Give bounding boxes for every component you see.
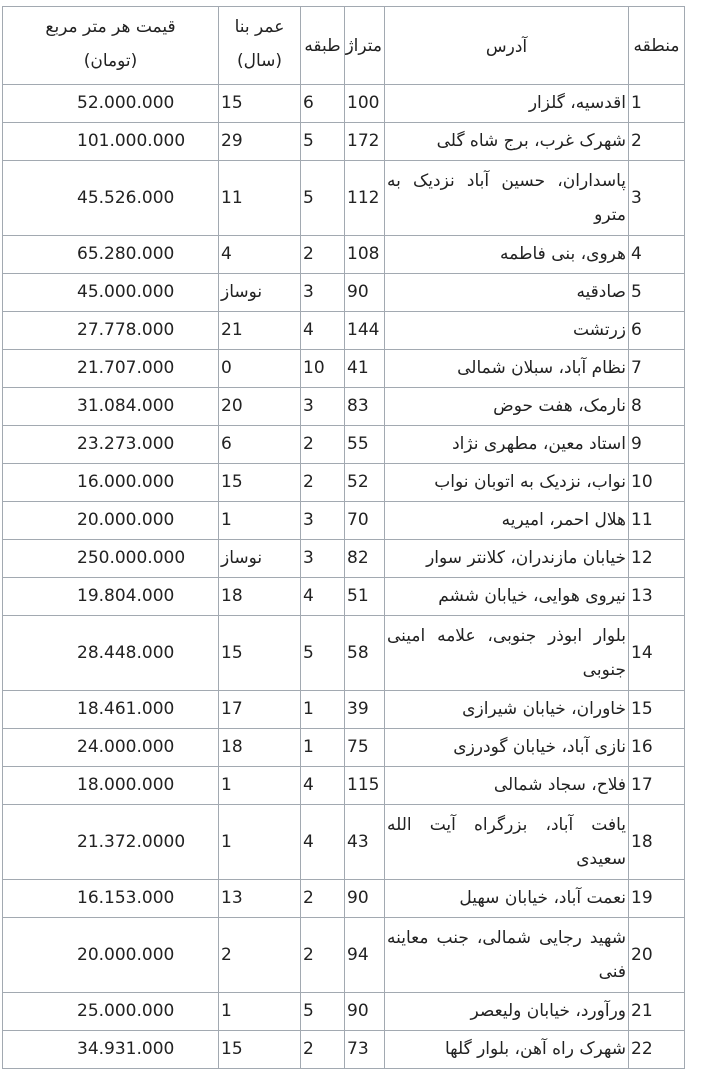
row-address-cell: پاسداران، حسین آباد نزدیک به مترو (385, 161, 629, 236)
row-floor-cell: 4 (301, 805, 345, 880)
row-age-cell: 15 (219, 616, 301, 691)
row-region-cell: 20 (629, 918, 685, 993)
row-address-cell: خاوران، خیابان شیرازی (385, 691, 629, 729)
table-row (3, 691, 685, 729)
row-region-cell: 10 (629, 464, 685, 502)
row-floor-cell: 3 (301, 274, 345, 312)
row-area-cell: 41 (345, 350, 385, 388)
row-price-cell: 65.280.000 (3, 236, 219, 274)
header-price-unit: (تومان) (83, 51, 138, 71)
row-age-cell: 18 (219, 729, 301, 767)
table-row (3, 464, 685, 502)
row-floor-cell: 4 (301, 312, 345, 350)
row-region-cell: 19 (629, 880, 685, 918)
row-area-cell: 52 (345, 464, 385, 502)
row-address-cell: شهرک راه آهن، بلوار گلها (385, 1031, 629, 1069)
row-floor-cell: 3 (301, 540, 345, 578)
row-floor-cell: 2 (301, 464, 345, 502)
row-area-cell: 94 (345, 918, 385, 993)
row-price-cell: 16.153.000 (3, 880, 219, 918)
row-address-cell: هلال احمر، امیریه (385, 502, 629, 540)
row-price-cell: 20.000.000 (3, 502, 219, 540)
row-age-cell: 15 (219, 85, 301, 123)
row-region-cell: 13 (629, 578, 685, 616)
row-area-cell: 172 (345, 123, 385, 161)
row-address-cell: زرتشت (385, 312, 629, 350)
row-floor-cell: 4 (301, 767, 345, 805)
row-floor-cell: 3 (301, 502, 345, 540)
row-price-cell: 52.000.000 (3, 85, 219, 123)
row-floor-cell: 5 (301, 993, 345, 1031)
row-age-cell: 21 (219, 312, 301, 350)
row-address-cell: نعمت آباد، خیابان سهیل (385, 880, 629, 918)
row-price-cell: 31.084.000 (3, 388, 219, 426)
row-address-cell: نیروی هوایی، خیابان ششم (385, 578, 629, 616)
table-body (3, 85, 685, 1069)
row-price-cell: 19.804.000 (3, 578, 219, 616)
row-age-cell: 1 (219, 805, 301, 880)
row-address-cell: یافت آباد، بزرگراه آیت الله سعیدی (385, 805, 629, 880)
row-floor-cell: 1 (301, 729, 345, 767)
row-region-cell: 9 (629, 426, 685, 464)
row-address-cell: استاد معین، مطهری نژاد (385, 426, 629, 464)
table-row (3, 274, 685, 312)
header-price-title: قیمت هر متر مربع (45, 17, 176, 37)
header-row (3, 7, 685, 85)
row-region-cell: 5 (629, 274, 685, 312)
row-price-cell: 16.000.000 (3, 464, 219, 502)
row-age-cell: 18 (219, 578, 301, 616)
row-area-cell: 100 (345, 85, 385, 123)
row-floor-cell: 1 (301, 691, 345, 729)
row-address-cell: نواب، نزدیک به اتوبان نواب (385, 464, 629, 502)
header-age (219, 7, 301, 85)
row-area-cell: 90 (345, 993, 385, 1031)
row-area-cell: 39 (345, 691, 385, 729)
row-region-cell: 1 (629, 85, 685, 123)
row-floor-cell: 2 (301, 236, 345, 274)
row-floor-cell: 2 (301, 880, 345, 918)
row-age-cell: 1 (219, 767, 301, 805)
row-area-cell: 83 (345, 388, 385, 426)
row-age-cell: 11 (219, 161, 301, 236)
header-floor: طبقه (301, 7, 345, 85)
row-region-cell: 6 (629, 312, 685, 350)
row-address-cell: نظام آباد، سبلان شمالی (385, 350, 629, 388)
row-age-cell: 15 (219, 464, 301, 502)
row-region-cell: 8 (629, 388, 685, 426)
row-address-cell: نارمک، هفت حوض (385, 388, 629, 426)
table-container (2, 6, 685, 1069)
row-price-cell: 18.461.000 (3, 691, 219, 729)
row-price-cell: 45.526.000 (3, 161, 219, 236)
row-address-cell: هروی، بنی فاطمه (385, 236, 629, 274)
row-address-cell: بلوار ابوذر جنوبی، علامه امینی جنوبی (385, 616, 629, 691)
table-row (3, 578, 685, 616)
row-region-cell: 2 (629, 123, 685, 161)
row-price-cell: 101.000.000 (3, 123, 219, 161)
row-area-cell: 43 (345, 805, 385, 880)
row-region-cell: 21 (629, 993, 685, 1031)
row-floor-cell: 6 (301, 85, 345, 123)
row-region-cell: 3 (629, 161, 685, 236)
header-age-unit: (سال) (236, 51, 283, 71)
table-row (3, 729, 685, 767)
row-floor-cell: 10 (301, 350, 345, 388)
row-price-cell: 20.000.000 (3, 918, 219, 993)
table-row (3, 123, 685, 161)
row-area-cell: 70 (345, 502, 385, 540)
header-region: منطقه (629, 7, 685, 85)
table-row (3, 350, 685, 388)
row-age-cell: 20 (219, 388, 301, 426)
row-address-cell: ورآورد، خیابان ولیعصر (385, 993, 629, 1031)
row-age-cell: 0 (219, 350, 301, 388)
row-age-cell: 4 (219, 236, 301, 274)
row-area-cell: 55 (345, 426, 385, 464)
header-area: متراژ (345, 7, 385, 85)
header-price (3, 7, 219, 85)
row-area-cell: 58 (345, 616, 385, 691)
table-row (3, 502, 685, 540)
table-row (3, 312, 685, 350)
row-age-cell: 1 (219, 993, 301, 1031)
row-age-cell: 13 (219, 880, 301, 918)
row-region-cell: 14 (629, 616, 685, 691)
row-area-cell: 73 (345, 1031, 385, 1069)
row-area-cell: 144 (345, 312, 385, 350)
row-floor-cell: 5 (301, 123, 345, 161)
row-area-cell: 108 (345, 236, 385, 274)
row-price-cell: 45.000.000 (3, 274, 219, 312)
row-age-cell: 29 (219, 123, 301, 161)
header-age-title: عمر بنا (234, 17, 285, 37)
row-floor-cell: 5 (301, 161, 345, 236)
row-region-cell: 12 (629, 540, 685, 578)
header-address: آدرس (385, 7, 629, 85)
row-region-cell: 7 (629, 350, 685, 388)
row-age-cell: 6 (219, 426, 301, 464)
row-age-cell: نوساز (219, 274, 301, 312)
row-price-cell: 21.372.0000 (3, 805, 219, 880)
row-region-cell: 22 (629, 1031, 685, 1069)
table-row (3, 540, 685, 578)
table-row (3, 388, 685, 426)
row-age-cell: 2 (219, 918, 301, 993)
row-region-cell: 16 (629, 729, 685, 767)
table-row (3, 236, 685, 274)
row-area-cell: 75 (345, 729, 385, 767)
row-area-cell: 115 (345, 767, 385, 805)
row-floor-cell: 2 (301, 918, 345, 993)
row-age-cell: 1 (219, 502, 301, 540)
row-floor-cell: 5 (301, 616, 345, 691)
row-price-cell: 23.273.000 (3, 426, 219, 464)
row-price-cell: 25.000.000 (3, 993, 219, 1031)
row-area-cell: 82 (345, 540, 385, 578)
table-row (3, 1031, 685, 1069)
row-floor-cell: 4 (301, 578, 345, 616)
table-row (3, 880, 685, 918)
table-row (3, 767, 685, 805)
row-price-cell: 34.931.000 (3, 1031, 219, 1069)
price-table (2, 6, 685, 1069)
row-floor-cell: 3 (301, 388, 345, 426)
row-region-cell: 18 (629, 805, 685, 880)
row-price-cell: 18.000.000 (3, 767, 219, 805)
row-region-cell: 15 (629, 691, 685, 729)
table-row (3, 85, 685, 123)
row-region-cell: 4 (629, 236, 685, 274)
table-row (3, 161, 685, 236)
row-address-cell: شهرک غرب، برج شاه گلی (385, 123, 629, 161)
row-area-cell: 90 (345, 274, 385, 312)
row-age-cell: 15 (219, 1031, 301, 1069)
row-area-cell: 51 (345, 578, 385, 616)
row-price-cell: 28.448.000 (3, 616, 219, 691)
row-price-cell: 250.000.000 (3, 540, 219, 578)
row-region-cell: 17 (629, 767, 685, 805)
row-address-cell: اقدسیه، گلزار (385, 85, 629, 123)
table-row (3, 993, 685, 1031)
row-age-cell: نوساز (219, 540, 301, 578)
table-row (3, 918, 685, 993)
row-area-cell: 112 (345, 161, 385, 236)
row-address-cell: صادقیه (385, 274, 629, 312)
row-address-cell: فلاح، سجاد شمالی (385, 767, 629, 805)
row-region-cell: 11 (629, 502, 685, 540)
row-area-cell: 90 (345, 880, 385, 918)
row-price-cell: 21.707.000 (3, 350, 219, 388)
row-address-cell: شهید رجایی شمالی، جنب معاینه فنی (385, 918, 629, 993)
row-address-cell: نازی آباد، خیابان گودرزی (385, 729, 629, 767)
table-row (3, 616, 685, 691)
table-row (3, 426, 685, 464)
row-floor-cell: 2 (301, 426, 345, 464)
row-price-cell: 27.778.000 (3, 312, 219, 350)
row-age-cell: 17 (219, 691, 301, 729)
row-floor-cell: 2 (301, 1031, 345, 1069)
table-row (3, 805, 685, 880)
row-price-cell: 24.000.000 (3, 729, 219, 767)
row-address-cell: خیابان مازندران، کلانتر سوار (385, 540, 629, 578)
